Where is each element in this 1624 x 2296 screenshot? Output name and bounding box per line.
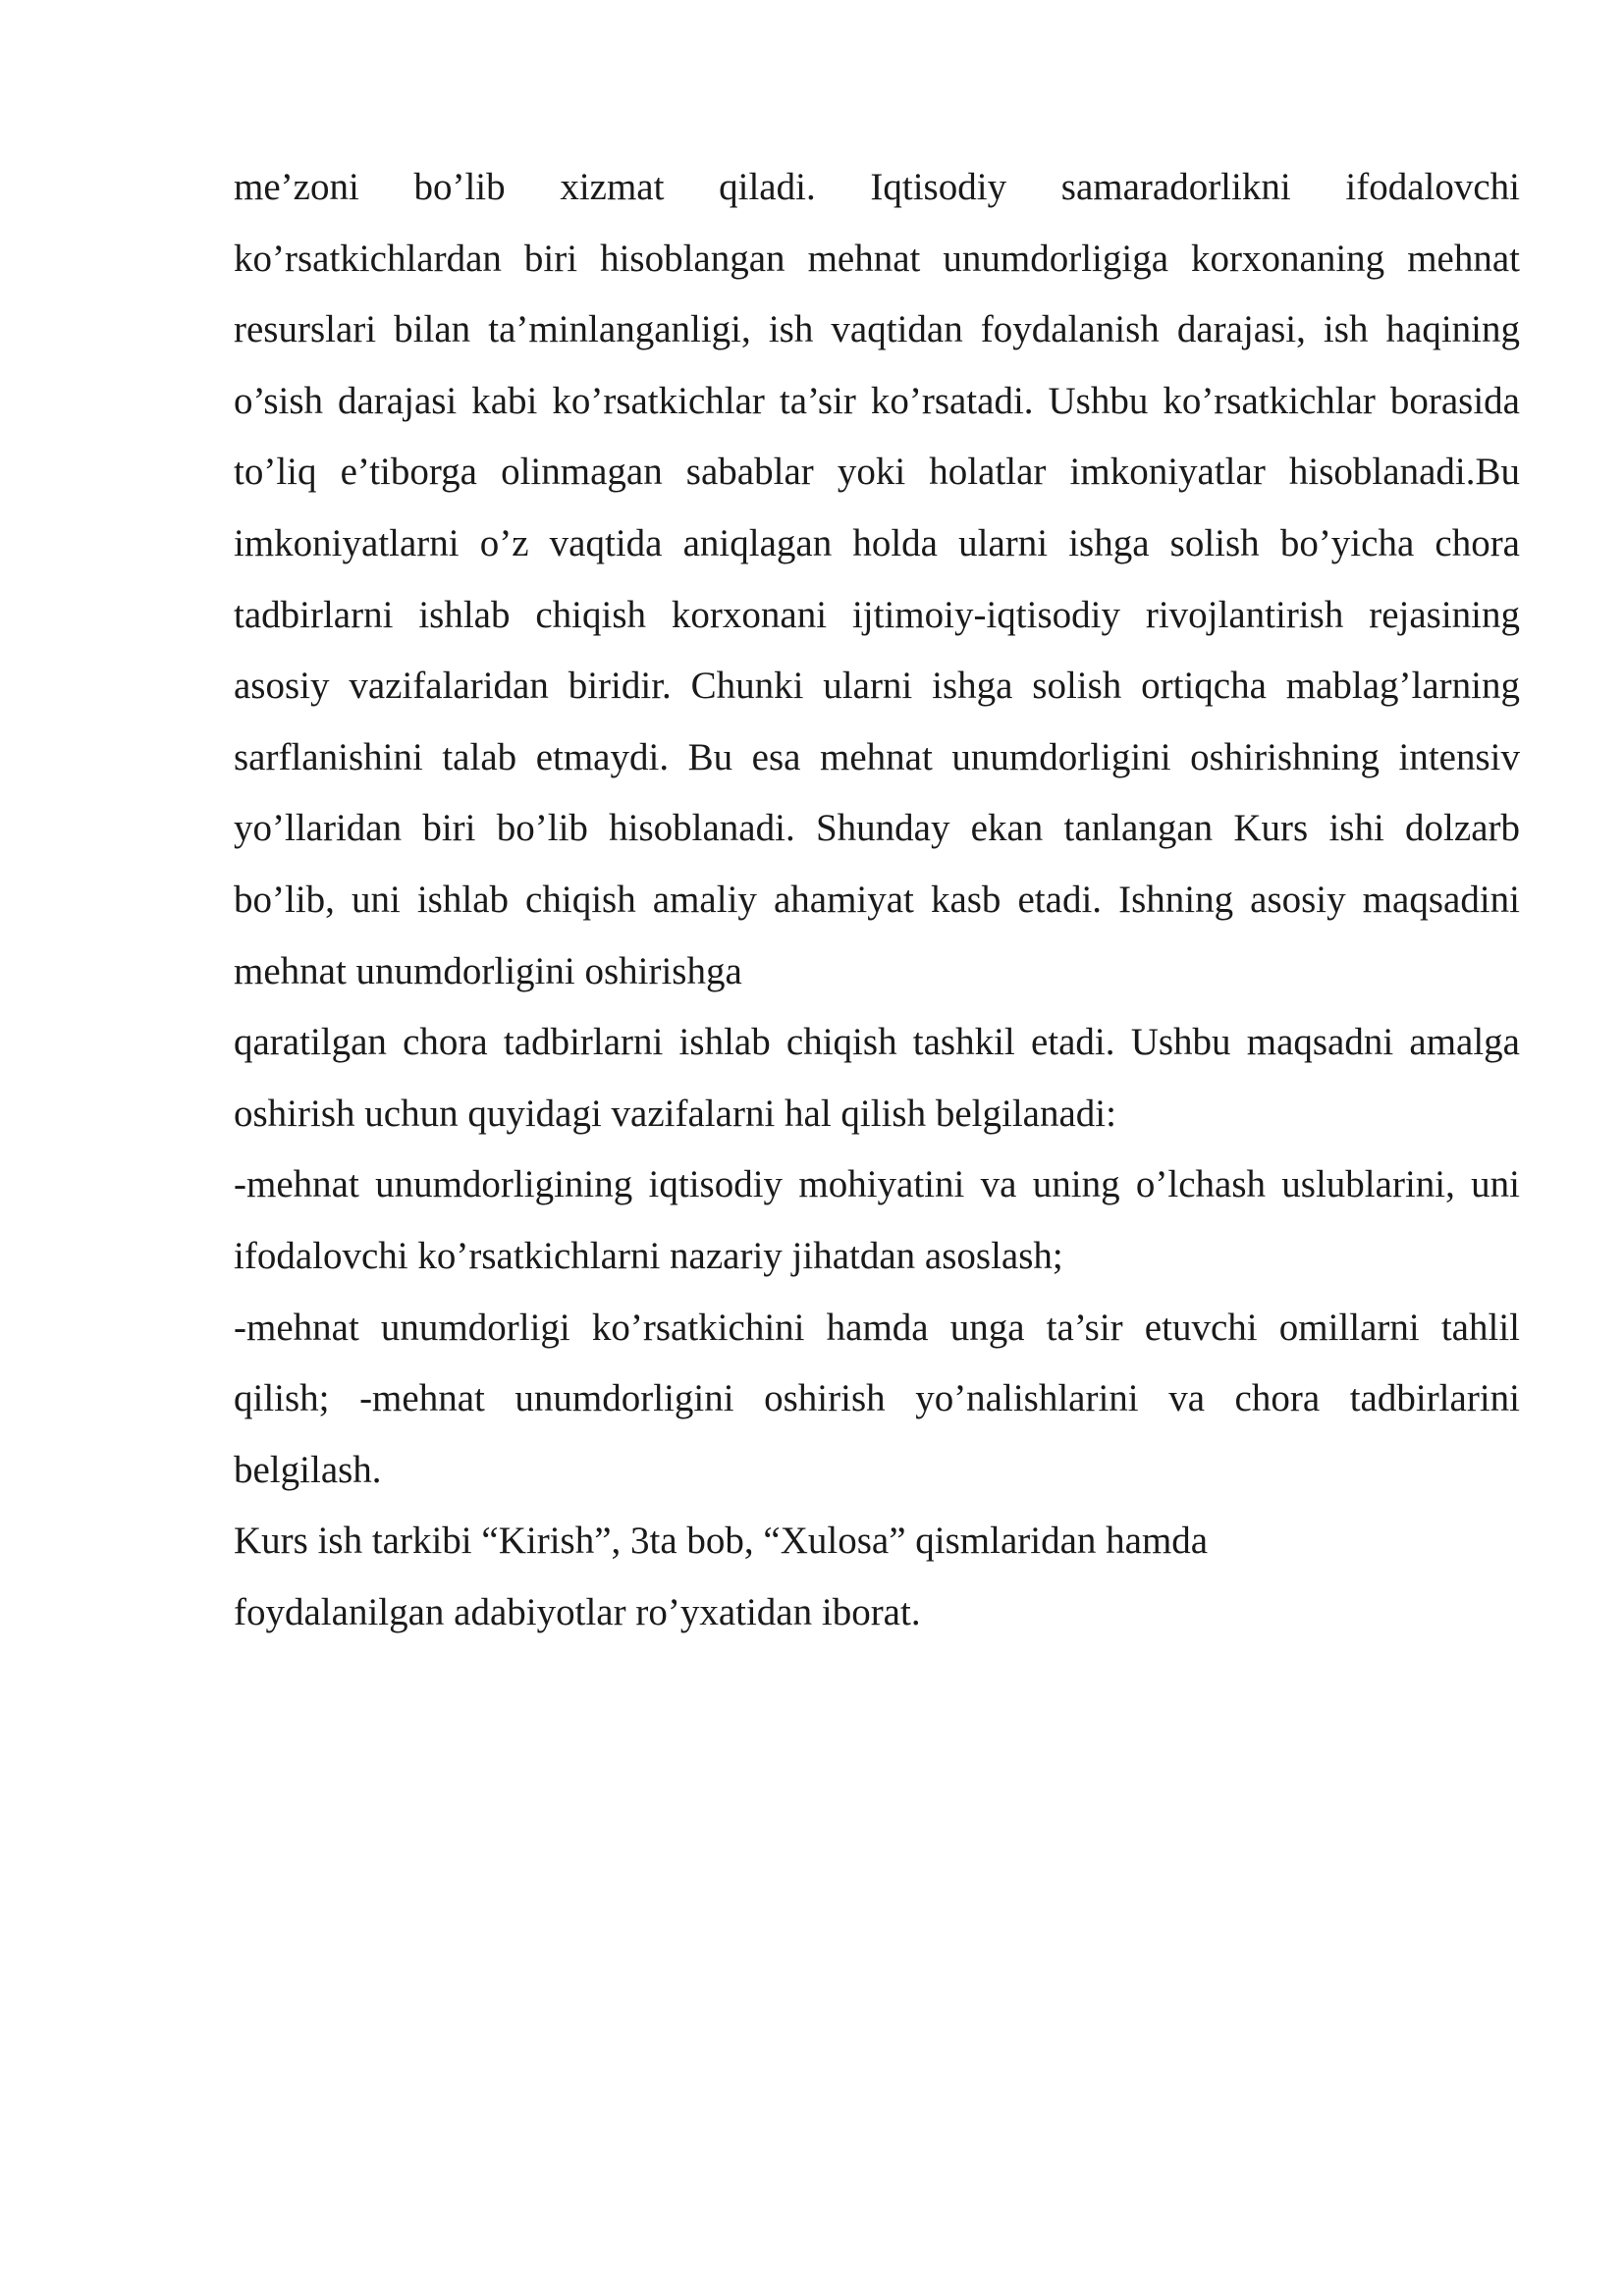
body-paragraph-1: me’zoni bo’lib xizmat qiladi. Iqtisodiy samaradorlikni ifodalovchi ko’rsatkichlardan biri hisoblangan mehnat unumdorligiga korxonaning mehnat resurslari bilan ta’minlanganligi, ish vaqtidan foydalanish darajasi, ish haqining o’sish darajasi kabi ko’rsatkichlar ta’sir ko’rsatadi. Ushbu ko’rsatkichlar borasida to’liq e’tiborga olinmagan sabablar yoki holatlar imkoniyatlar hisoblanadi.Bu imkoniyatlarni o’z vaqtida aniqlagan holda ularni ishga solish bo’yicha chora tadbirlarni ishlab chiqish korxonani ijtimoiy-iqtisodiy rivojlantirish rejasining asosiy vazifalaridan biridir. Chunki ularni ishga solish ortiqcha mablag’larning sarflanishini talab etmaydi. Bu esa mehnat unumdorligini oshirishning intensiv yo’llaridan biri bo’lib hisoblanadi. Shunday ekan tanlangan Kurs ishi dolzarb bo’lib, uni ishlab chiqish amaliy ahamiyat kasb etadi. Ishning asosiy maqsadini mehnat unumdorligini oshirishga (234, 166, 1520, 992)
document-page (234, 152, 1520, 1648)
task-item-2: -mehnat unumdorligi ko’rsatkichini hamda unga ta’sir etuvchi omillarni tahlil qilish; -mehnat unumdorligini oshirish yo’nalishlarini va chora tadbirlarini belgilash. (234, 1306, 1520, 1491)
structure-paragraph-line-2: foydalanilgan adabiyotlar ro’yxatidan iborat. (234, 1590, 921, 1633)
body-paragraph-2: qaratilgan chora tadbirlarni ishlab chiqish tashkil etadi. Ushbu maqsadni amalga oshirish uchun quyidagi vazifalarni hal qilish belgilanadi: (234, 1021, 1520, 1135)
task-item-1: -mehnat unumdorligining iqtisodiy mohiyatini va uning o’lchash uslublarini, uni ifodalovchi ko’rsatkichlarni nazariy jihatdan asoslash; (234, 1163, 1520, 1277)
structure-paragraph-line-1: Kurs ish tarkibi “Kirish”, 3ta bob, “Xulosa” qismlaridan hamda (234, 1520, 1209, 1563)
